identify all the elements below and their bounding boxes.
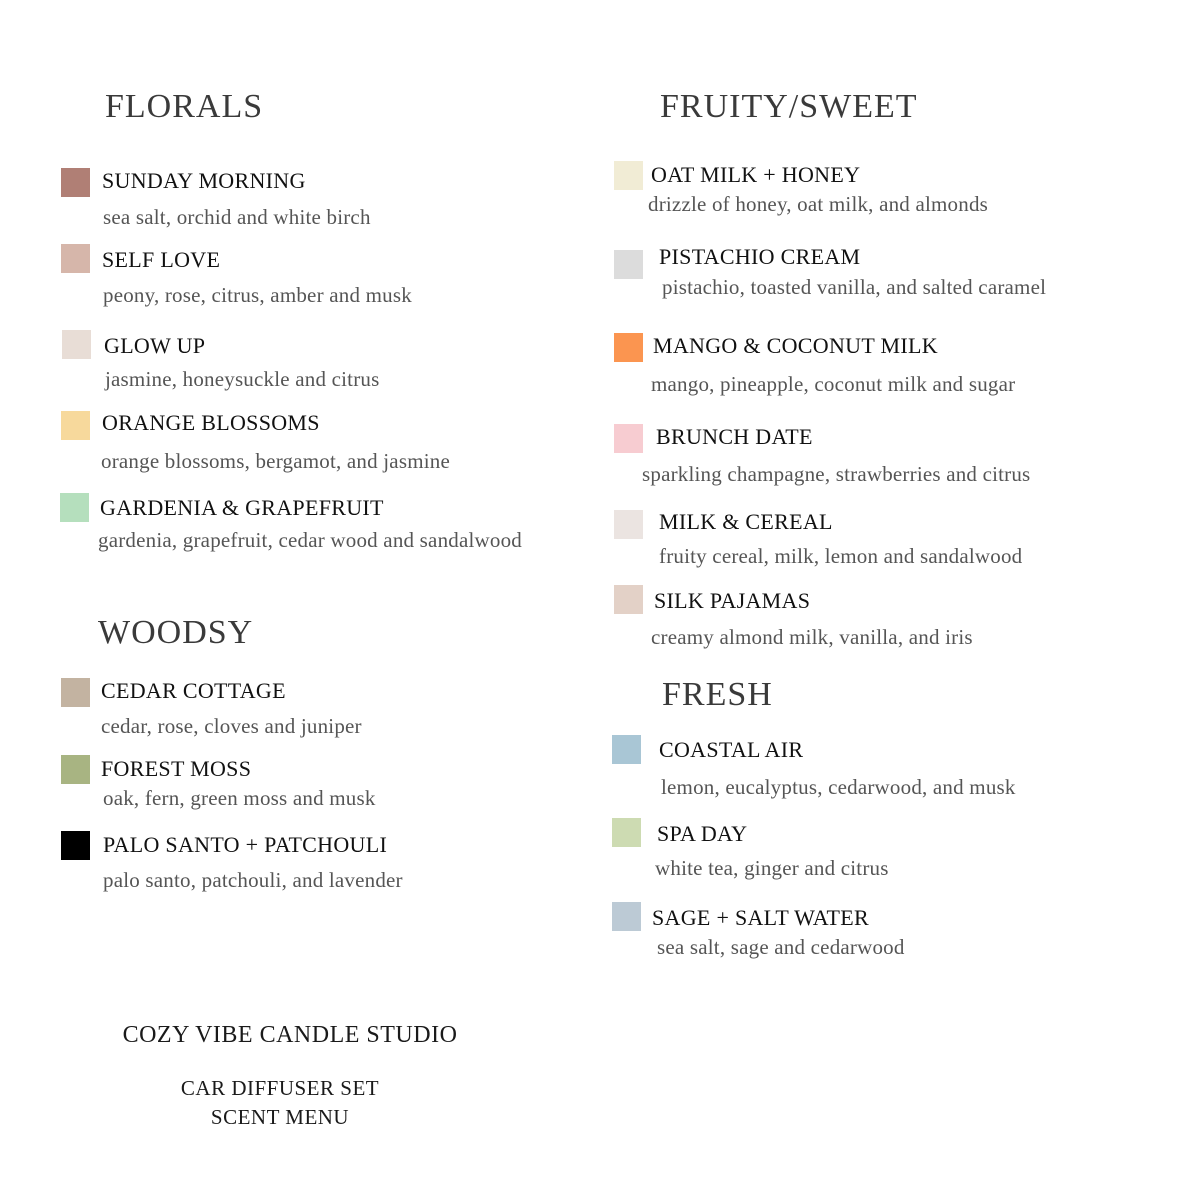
- product-line: CAR DIFFUSER SET: [180, 1076, 380, 1100]
- scent-name-silk-pajamas: SILK PAJAMAS: [654, 588, 811, 613]
- swatch-mango-coconut-milk: [614, 333, 643, 362]
- scent-name-pistachio-cream: PISTACHIO CREAM: [659, 244, 861, 269]
- scent-name-sunday-morning: SUNDAY MORNING: [102, 168, 306, 193]
- swatch-milk-cereal: [614, 510, 643, 539]
- scent-name-cedar-cottage: CEDAR COTTAGE: [101, 678, 286, 703]
- scent-name-mango-coconut-milk: MANGO & COCONUT MILK: [653, 333, 938, 358]
- scent-name-oat-milk-honey: OAT MILK + HONEY: [651, 162, 861, 187]
- swatch-pistachio-cream: [614, 250, 643, 279]
- swatch-forest-moss: [61, 755, 90, 784]
- scent-name-coastal-air: COASTAL AIR: [659, 737, 804, 762]
- swatch-oat-milk-honey: [614, 161, 643, 190]
- scent-notes-sage-salt-water: sea salt, sage and cedarwood: [657, 935, 905, 959]
- scent-notes-mango-coconut-milk: mango, pineapple, coconut milk and sugar: [651, 372, 1016, 396]
- swatch-gardenia-grapefruit: [60, 493, 89, 522]
- scent-notes-cedar-cottage: cedar, rose, cloves and juniper: [101, 714, 362, 738]
- swatch-brunch-date: [614, 424, 643, 453]
- swatch-palo-santo-patchouli: [61, 831, 90, 860]
- scent-notes-orange-blossoms: orange blossoms, bergamot, and jasmine: [101, 449, 450, 473]
- swatch-spa-day: [612, 818, 641, 847]
- scent-notes-gardenia-grapefruit: gardenia, grapefruit, cedar wood and sandalwood: [98, 528, 522, 552]
- brand-name: COZY VIBE CANDLE STUDIO: [122, 1022, 458, 1048]
- scent-notes-pistachio-cream: pistachio, toasted vanilla, and salted caramel: [662, 275, 1047, 299]
- section-title-fruity-sweet: FRUITY/SWEET: [660, 88, 918, 125]
- scent-notes-forest-moss: oak, fern, green moss and musk: [103, 786, 376, 810]
- scent-name-gardenia-grapefruit: GARDENIA & GRAPEFRUIT: [100, 495, 384, 520]
- scent-name-glow-up: GLOW UP: [104, 333, 206, 358]
- scent-name-orange-blossoms: ORANGE BLOSSOMS: [102, 410, 320, 435]
- swatch-sage-salt-water: [612, 902, 641, 931]
- scent-name-self-love: SELF LOVE: [102, 247, 221, 272]
- scent-notes-palo-santo-patchouli: palo santo, patchouli, and lavender: [103, 868, 403, 892]
- swatch-cedar-cottage: [61, 678, 90, 707]
- scent-notes-self-love: peony, rose, citrus, amber and musk: [103, 283, 412, 307]
- swatch-glow-up: [62, 330, 91, 359]
- swatch-orange-blossoms: [61, 411, 90, 440]
- section-title-fresh: FRESH: [662, 676, 773, 713]
- swatch-sunday-morning: [61, 168, 90, 197]
- swatch-coastal-air: [612, 735, 641, 764]
- section-title-woodsy: WOODSY: [98, 614, 254, 651]
- scent-name-brunch-date: BRUNCH DATE: [656, 424, 813, 449]
- scent-notes-brunch-date: sparkling champagne, strawberries and citrus: [642, 462, 1031, 486]
- scent-notes-sunday-morning: sea salt, orchid and white birch: [103, 205, 371, 229]
- swatch-self-love: [61, 244, 90, 273]
- scent-notes-spa-day: white tea, ginger and citrus: [655, 856, 889, 880]
- scent-notes-coastal-air: lemon, eucalyptus, cedarwood, and musk: [661, 775, 1016, 799]
- scent-notes-oat-milk-honey: drizzle of honey, oat milk, and almonds: [648, 192, 989, 216]
- scent-name-sage-salt-water: SAGE + SALT WATER: [652, 905, 869, 930]
- scent-name-forest-moss: FOREST MOSS: [101, 756, 252, 781]
- swatch-silk-pajamas: [614, 585, 643, 614]
- scent-notes-glow-up: jasmine, honeysuckle and citrus: [105, 367, 380, 391]
- menu-label: SCENT MENU: [210, 1105, 350, 1129]
- scent-name-palo-santo-patchouli: PALO SANTO + PATCHOULI: [103, 832, 388, 857]
- scent-notes-milk-cereal: fruity cereal, milk, lemon and sandalwood: [659, 544, 1023, 568]
- scent-name-spa-day: SPA DAY: [657, 821, 748, 846]
- section-title-florals: FLORALS: [105, 88, 264, 125]
- scent-name-milk-cereal: MILK & CEREAL: [659, 509, 833, 534]
- scent-notes-silk-pajamas: creamy almond milk, vanilla, and iris: [651, 625, 973, 649]
